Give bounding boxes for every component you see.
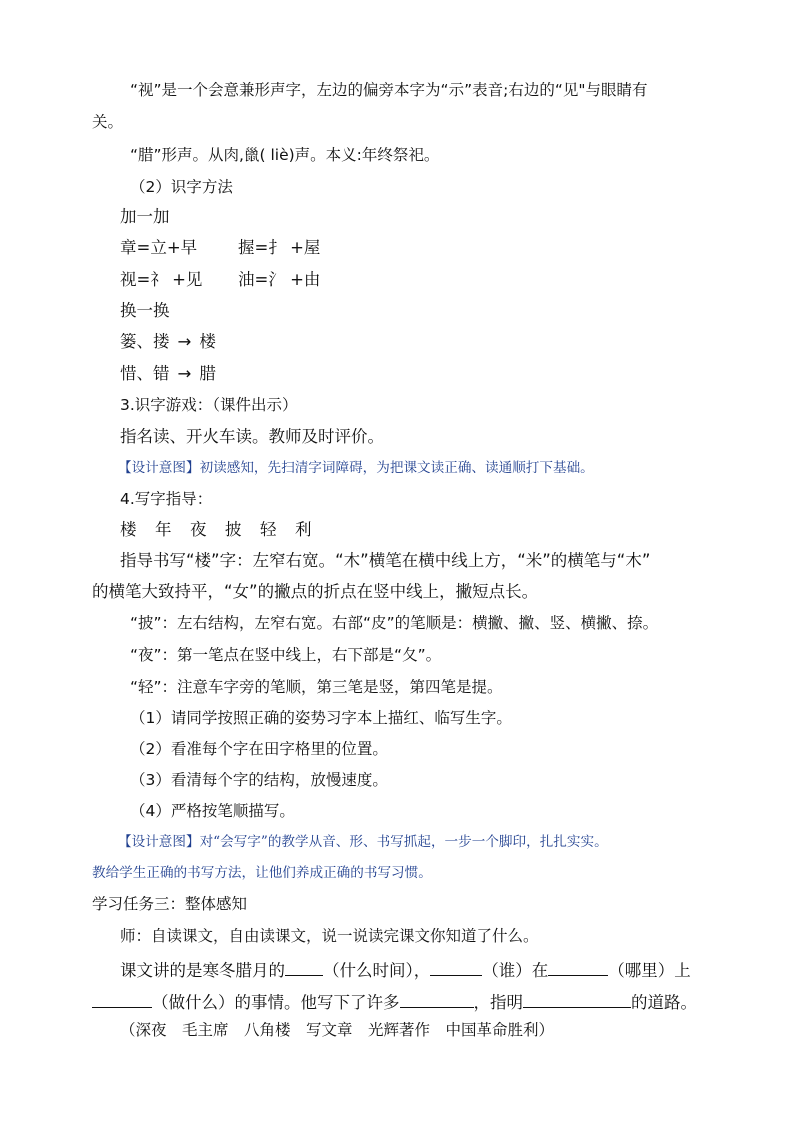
add-pair-row-1 — [120, 238, 320, 258]
fill-text: 的道路。 — [631, 993, 697, 1012]
design-note-text: 对“会写字”的教学从音、形、书写抓起，一步一个脚印，扎扎实实。 — [199, 834, 608, 850]
add-pair-right: 油=氵 +由 — [238, 270, 321, 289]
blank-where[interactable] — [548, 958, 608, 976]
design-note-text: 初读感知，先扫清字词障碍，为把课文读正确、读通顺打下基础。 — [199, 460, 594, 476]
blank-time[interactable] — [285, 958, 323, 976]
add-pair-row-2 — [120, 270, 320, 290]
design-note-2-line-1 — [118, 832, 608, 852]
writing-step-2: （2）看准每个字在田字格里的位置。 — [130, 740, 388, 758]
design-note-1 — [118, 458, 594, 478]
add-pair-left: 视=礻 +见 — [120, 270, 203, 289]
writing-step-3: （3）看清每个字的结构，放慢速度。 — [130, 771, 388, 789]
pi-guidance: “披”：左右结构，左窄右宽。右部“皮”的笔顺是：横撇、撇、竖、横撇、捺。 — [130, 614, 659, 632]
qing-guidance: “轻”：注意车字旁的笔顺，第三笔是竖，第四笔是提。 — [130, 678, 503, 696]
add-heading: 加一加 — [120, 207, 170, 226]
method-heading: （2）识字方法 — [130, 178, 233, 196]
fill-text: 课文讲的是寒冬腊月的 — [120, 961, 285, 980]
lou-guidance-line-2: 的横笔大致持平，“女”的撇点的折点在竖中线上，撇短点长。 — [92, 582, 539, 601]
design-note-tag: 【设计意图】 — [118, 834, 200, 850]
swap-heading: 换一换 — [120, 301, 170, 320]
add-pair-right: 握=扌 +屋 — [238, 238, 321, 257]
fill-text: （什么时间）， — [323, 961, 431, 980]
fill-text: ，指明 — [473, 993, 523, 1012]
game-heading: 3.识字游戏：（课件出示） — [120, 396, 298, 414]
add-pair-left: 章=立+早 — [120, 238, 198, 257]
blank-what[interactable] — [92, 990, 152, 1008]
swap-source: 惜、错 — [120, 364, 170, 383]
writing-heading: 4.写字指导： — [120, 490, 213, 508]
blank-who[interactable] — [430, 958, 482, 976]
shi-paragraph-line-1: “视”是一个会意兼形声字，左边的偏旁本字为“示”表音;右边的“见"与眼睛有 — [130, 81, 648, 99]
design-note-tag: 【设计意图】 — [118, 460, 200, 476]
writing-characters: 楼 年 夜 披 轻 利 — [120, 520, 313, 539]
swap-target: 楼 — [199, 332, 216, 351]
blank-road[interactable] — [523, 990, 631, 1008]
design-note-2-line-2: 教给学生正确的书写方法，让他们养成正确的书写习惯。 — [92, 865, 432, 881]
game-text: 指名读、开火车读。教师及时评价。 — [120, 427, 384, 446]
lou-guidance-line-1: 指导书写“楼”字：左窄右宽。“木”横笔在横中线上方，“米”的横笔与“木” — [120, 551, 651, 570]
task3-heading: 学习任务三：整体感知 — [92, 895, 248, 913]
blank-works[interactable] — [400, 990, 474, 1008]
fill-text: （谁）在 — [482, 961, 549, 980]
swap-row-1 — [120, 332, 216, 352]
swap-target: 腊 — [199, 364, 216, 383]
swap-row-2 — [120, 364, 216, 384]
writing-step-1: （1）请同学按照正确的姿势习字本上描红、临写生字。 — [130, 709, 512, 727]
fill-text: （哪里）上 — [608, 961, 691, 980]
fill-in-line-1 — [120, 958, 691, 981]
ye-guidance: “夜”：第一笔点在竖中线上，右下部是“夂”。 — [130, 646, 442, 664]
shi-paragraph-line-2: 关。 — [92, 113, 124, 131]
la-paragraph: “腊”形声。从肉,巤( liè)声。本义:年终祭祀。 — [130, 146, 440, 164]
right-arrow-icon: → — [177, 332, 192, 351]
right-arrow-icon: → — [177, 364, 192, 383]
word-bank: （深夜 毛主席 八角楼 写文章 光辉著作 中国革命胜利） — [120, 1021, 555, 1039]
writing-step-4: （4）严格按笔顺描写。 — [130, 802, 295, 820]
swap-source: 篓、搂 — [120, 332, 170, 351]
fill-in-line-2 — [92, 990, 697, 1013]
fill-text: （做什么）的事情。他写下了许多 — [152, 993, 400, 1012]
teacher-prompt: 师：自读课文，自由读课文，说一说读完课文你知道了什么。 — [120, 927, 539, 945]
